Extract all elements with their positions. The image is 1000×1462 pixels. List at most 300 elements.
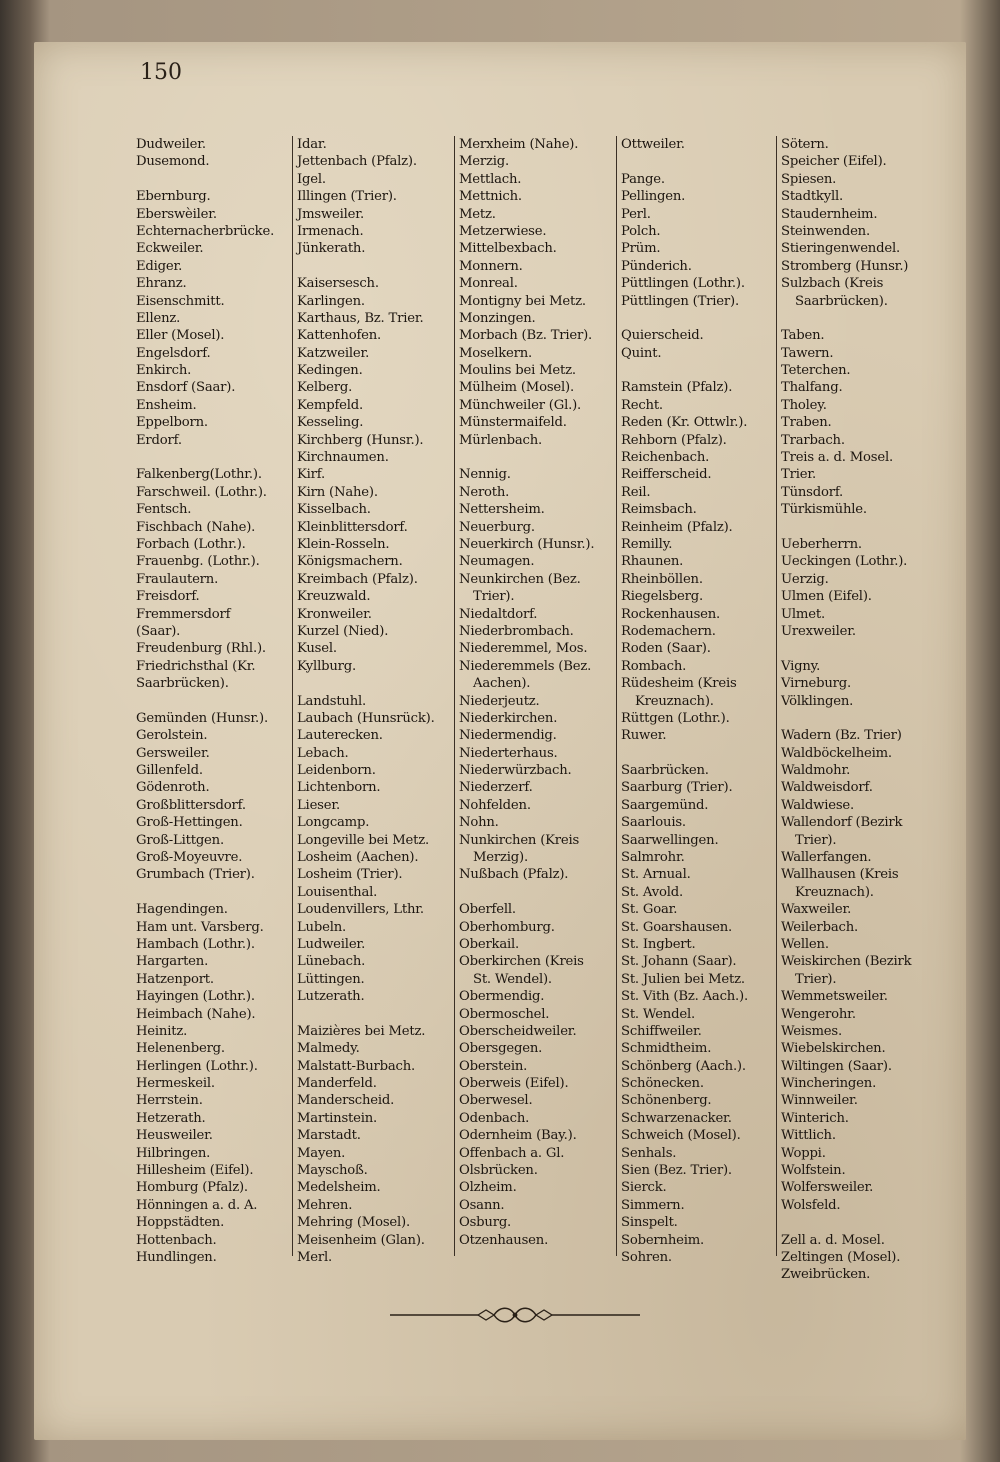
index-entry: Fischbach (Nahe). xyxy=(136,519,256,535)
index-entry: Kelberg. xyxy=(297,380,353,396)
index-entry: Ottweiler. xyxy=(621,137,685,152)
index-entry: Hermeskeil. xyxy=(136,1076,215,1092)
index-entry: Loudenvillers, Lthr. xyxy=(297,902,424,918)
index-entry: Stromberg (Hunsr.) xyxy=(781,258,909,274)
index-entry: Herlingen (Lothr.). xyxy=(136,1058,258,1074)
index-entry: Neunkirchen (Bez. xyxy=(459,571,581,587)
index-entry: Helenenberg. xyxy=(136,1041,225,1057)
index-entry: Reimsbach. xyxy=(621,502,697,518)
index-entry: Freudenburg (Rhl.). xyxy=(136,641,266,657)
index-entry: Hoppstädten. xyxy=(136,1215,225,1231)
index-entry: Heimbach (Nahe). xyxy=(136,1006,256,1022)
index-entry: Ueberherrn. xyxy=(781,536,862,552)
index-entry: Senhals. xyxy=(621,1145,677,1161)
index-entry: Hambach (Lothr.). xyxy=(136,936,255,952)
index-entry: Ebernburg. xyxy=(136,189,211,205)
index-entry: Waldwiese. xyxy=(781,797,855,813)
index-entry: Sötern. xyxy=(781,137,829,152)
index-entry: Merzig). xyxy=(473,850,528,866)
index-entry: Lünebach. xyxy=(297,954,366,970)
index-entry: Püttlingen (Lothr.). xyxy=(621,276,745,292)
index-entry: Offenbach a. Gl. xyxy=(459,1145,565,1161)
index-entry: Saarbrücken. xyxy=(621,763,709,779)
blank-line xyxy=(777,519,934,536)
index-entry: Reichenbach. xyxy=(621,450,710,466)
index-entry: Obersgegen. xyxy=(459,1041,543,1057)
index-entry: Niederzerf. xyxy=(459,780,533,796)
index-entry: Rombach. xyxy=(621,658,687,674)
index-entry: Oberwesel. xyxy=(459,1093,533,1109)
index-entry: Metz. xyxy=(459,206,496,222)
index-entry: Riegelsberg. xyxy=(621,589,703,605)
index-entry: Kaisersesch. xyxy=(297,276,379,292)
blank-line xyxy=(293,258,454,275)
index-entry: Polch. xyxy=(621,223,661,239)
ornament-divider xyxy=(390,1300,640,1330)
index-entry: Eller (Mosel). xyxy=(136,328,225,344)
blank-line xyxy=(777,640,934,657)
index-entry: Kreuzwald. xyxy=(297,589,371,605)
index-entry: Odernheim (Bay.). xyxy=(459,1128,577,1144)
index-entry: Frauenbg. (Lothr.). xyxy=(136,554,260,570)
index-entry: Longcamp. xyxy=(297,815,370,831)
index-entry: Oberfell. xyxy=(459,902,516,918)
index-entry: Königsmachern. xyxy=(297,554,403,570)
index-entry: St. Wendel. xyxy=(621,1006,695,1022)
index-entry: Gersweiler. xyxy=(136,745,210,761)
index-entry: Ueckingen (Lothr.). xyxy=(781,554,908,570)
index-entry: Morbach (Bz. Trier). xyxy=(459,328,593,344)
index-entry: Kyllburg. xyxy=(297,658,356,674)
index-entry: Marstadt. xyxy=(297,1128,361,1144)
index-entry: Maizières bei Metz. xyxy=(297,1023,426,1039)
blank-line xyxy=(455,884,616,901)
blank-line xyxy=(134,171,292,188)
index-entry: Karlingen. xyxy=(297,293,365,309)
index-entry: Tawern. xyxy=(781,345,834,361)
index-entry: Merxheim (Nahe). xyxy=(459,137,579,152)
index-entry: Waldmohr. xyxy=(781,763,851,779)
index-entry: Mehren. xyxy=(297,1197,353,1213)
index-entry: Roden (Saar). xyxy=(621,641,711,657)
index-entry: Gemünden (Hunsr.). xyxy=(136,710,268,726)
index-entry: Saarwellingen. xyxy=(621,832,719,848)
index-entry: Karthaus, Bz. Trier. xyxy=(297,310,424,326)
index-entry: Kempfeld. xyxy=(297,397,363,413)
index-entry: St. Johann (Saar). xyxy=(621,954,737,970)
index-entry: Zeltingen (Mosel). xyxy=(781,1250,901,1265)
page xyxy=(34,42,966,1440)
index-entry: Taben. xyxy=(781,328,825,344)
index-entry: Aachen). xyxy=(473,676,531,692)
index-entry: Meisenheim (Glan). xyxy=(297,1232,425,1248)
index-entry: Spiesen. xyxy=(781,171,837,187)
index-entry: Hatzenport. xyxy=(136,971,214,987)
index-entry: Rehborn (Pfalz). xyxy=(621,432,727,448)
blank-line xyxy=(617,745,776,762)
index-entry: (Saar). xyxy=(136,623,181,639)
index-entry: Wiltingen (Saar). xyxy=(781,1058,892,1074)
column-2 xyxy=(292,136,454,1265)
index-entry: Nohfelden. xyxy=(459,797,531,813)
index-entry: Ehranz. xyxy=(136,276,187,292)
index-entry: Perl. xyxy=(621,206,651,222)
index-entry: Tholey. xyxy=(781,397,827,413)
blank-line xyxy=(777,1214,934,1231)
index-entry: Trier. xyxy=(781,467,816,483)
index-entry: Neumagen. xyxy=(459,554,535,570)
index-entry: Klein-Rosseln. xyxy=(297,536,390,552)
index-entry: Hundlingen. xyxy=(136,1250,217,1265)
index-entry: Kedingen. xyxy=(297,363,363,379)
index-entry: Quint. xyxy=(621,345,662,361)
index-entry: Dudweiler. xyxy=(136,137,206,152)
index-entry: Oberstein. xyxy=(459,1058,528,1074)
index-entry: Mayen. xyxy=(297,1145,346,1161)
index-entry: St. Vith (Bz. Aach.). xyxy=(621,989,748,1005)
index-entry: Neuerburg. xyxy=(459,519,535,535)
index-entry: Moulins bei Metz. xyxy=(459,363,576,379)
index-entry: Sulzbach (Kreis xyxy=(781,276,884,292)
index-entry: Lüttingen. xyxy=(297,971,365,987)
index-entry: Freisdorf. xyxy=(136,589,200,605)
index-entry: Traben. xyxy=(781,415,832,431)
index-entry: Malstatt-Burbach. xyxy=(297,1058,416,1074)
index-entry: St. Goarshausen. xyxy=(621,919,733,935)
index-entry: Dusemond. xyxy=(136,154,210,170)
index-entry: Irmenach. xyxy=(297,223,364,239)
index-entry: Osburg. xyxy=(459,1215,512,1231)
index-entry: Niederemmel, Mos. xyxy=(459,641,588,657)
index-entry: Waldweisdorf. xyxy=(781,780,873,796)
index-entry: Pellingen. xyxy=(621,189,686,205)
index-entry: Neroth. xyxy=(459,484,510,500)
index-entry: Mettnich. xyxy=(459,189,522,205)
index-entry: Fraulautern. xyxy=(136,571,219,587)
index-entry: Hottenbach. xyxy=(136,1232,217,1248)
index-entry: Steinwenden. xyxy=(781,223,870,239)
index-entry: Nennig. xyxy=(459,467,511,483)
column-4 xyxy=(616,136,776,1265)
index-entry: Leidenborn. xyxy=(297,763,376,779)
index-entry: Weismes. xyxy=(781,1023,842,1039)
index-entry: Schwarzenacker. xyxy=(621,1110,732,1126)
index-entry: Völklingen. xyxy=(781,693,854,709)
index-entry: Püttlingen (Trier). xyxy=(621,293,739,309)
index-entry: Groß-Littgen. xyxy=(136,832,224,848)
index-entry: Hönningen a. d. A. xyxy=(136,1197,258,1213)
index-entry: Medelsheim. xyxy=(297,1180,381,1196)
index-entry: Ulmet. xyxy=(781,606,825,622)
index-entry: Monnern. xyxy=(459,258,523,274)
index-entry: Groß-Moyeuvre. xyxy=(136,850,243,866)
index-entry: Mehring (Mosel). xyxy=(297,1215,410,1231)
index-entry: Landstuhl. xyxy=(297,693,367,709)
blank-line xyxy=(293,675,454,692)
index-entry: Ham unt. Varsberg. xyxy=(136,919,264,935)
index-entry: St. Wendel). xyxy=(473,971,552,987)
index-entry: Schweich (Mosel). xyxy=(621,1128,741,1144)
index-entry: Kirchberg (Hunsr.). xyxy=(297,432,424,448)
index-entry: Hagendingen. xyxy=(136,902,228,918)
index-entry: Homburg (Pfalz). xyxy=(136,1180,248,1196)
index-entry: Kleinblittersdorf. xyxy=(297,519,408,535)
index-entry: Ellenz. xyxy=(136,310,181,326)
blank-line xyxy=(134,449,292,466)
index-entry: Oberkail. xyxy=(459,936,520,952)
index-entry: Uerzig. xyxy=(781,571,829,587)
index-entry: Großblittersdorf. xyxy=(136,797,246,813)
index-entry: Quierscheid. xyxy=(621,328,704,344)
index-entry: St. Julien bei Metz. xyxy=(621,971,745,987)
index-entry: Monreal. xyxy=(459,276,518,292)
index-entry: Kreuznach). xyxy=(635,693,714,709)
index-entry: Martinstein. xyxy=(297,1110,378,1126)
index-entry: Rheinböllen. xyxy=(621,571,703,587)
index-entry: Reifferscheid. xyxy=(621,467,712,483)
index-entry: Rüttgen (Lothr.). xyxy=(621,710,730,726)
index-entry: Münchweiler (Gl.). xyxy=(459,397,582,413)
index-entry: Stieringenwendel. xyxy=(781,241,900,257)
index-entry: Kesseling. xyxy=(297,415,364,431)
index-entry: Wadern (Bz. Trier) xyxy=(781,728,902,744)
index-entry: St. Goar. xyxy=(621,902,678,918)
index-entry: Mülheim (Mosel). xyxy=(459,380,574,396)
index-entry: Trier). xyxy=(795,971,837,987)
index-entry: Schmidtheim. xyxy=(621,1041,712,1057)
index-entry: Sinspelt. xyxy=(621,1215,678,1231)
index-entry: Forbach (Lothr.). xyxy=(136,536,246,552)
index-entry: Sien (Bez. Trier). xyxy=(621,1163,732,1179)
blank-line xyxy=(134,884,292,901)
index-entry: Osann. xyxy=(459,1197,505,1213)
index-entry: Wallendorf (Bezirk xyxy=(781,815,903,831)
index-entry: Wiebelskirchen. xyxy=(781,1041,886,1057)
index-entry: Ludweiler. xyxy=(297,936,366,952)
index-entry: Jettenbach (Pfalz). xyxy=(297,154,417,170)
index-entry: Eisenschmitt. xyxy=(136,293,225,309)
index-entry: Obermendig. xyxy=(459,989,545,1005)
index-entry: Ensdorf (Saar). xyxy=(136,380,236,396)
index-entry: Pange. xyxy=(621,171,665,187)
index-entry: Niederkirchen. xyxy=(459,710,558,726)
index-entry: Louisenthal. xyxy=(297,884,378,900)
index-entry: Kusel. xyxy=(297,641,337,657)
index-entry: Ulmen (Eifel). xyxy=(781,589,872,605)
index-entry: Trier). xyxy=(473,589,515,605)
index-entry: Lebach. xyxy=(297,745,349,761)
index-entry: Oberkirchen (Kreis xyxy=(459,954,584,970)
index-entry: Longeville bei Metz. xyxy=(297,832,429,848)
index-entry: Wittlich. xyxy=(781,1128,836,1144)
index-entry: Mayschoß. xyxy=(297,1163,368,1179)
index-entry: Treis a. d. Mosel. xyxy=(781,450,893,466)
index-entry: Waldböckelheim. xyxy=(781,745,892,761)
index-entry: Herrstein. xyxy=(136,1093,203,1109)
index-entry: Grumbach (Trier). xyxy=(136,867,255,883)
index-entry: Staudernheim. xyxy=(781,206,878,222)
index-entry: Mittelbexbach. xyxy=(459,241,557,257)
index-entry: Eppelborn. xyxy=(136,415,208,431)
index-entry: Wolfersweiler. xyxy=(781,1180,874,1196)
index-entry: Erdorf. xyxy=(136,432,182,448)
blank-line xyxy=(777,710,934,727)
index-entry: Stadtkyll. xyxy=(781,189,844,205)
index-entry: Ruwer. xyxy=(621,728,667,744)
index-entry: Farschweil. (Lothr.). xyxy=(136,484,267,500)
index-entry: Sobernheim. xyxy=(621,1232,705,1248)
index-entry: Engelsdorf. xyxy=(136,345,211,361)
index-entry: Rüdesheim (Kreis xyxy=(621,676,737,692)
blank-line xyxy=(455,449,616,466)
index-entry: Wolfstein. xyxy=(781,1163,846,1179)
index-entry: Wolsfeld. xyxy=(781,1197,841,1213)
index-entry: Niederwürzbach. xyxy=(459,763,572,779)
index-entry: St. Ingbert. xyxy=(621,936,696,952)
index-entry: Ediger. xyxy=(136,258,183,274)
index-entry: Niedaltdorf. xyxy=(459,606,538,622)
index-entry: Prüm. xyxy=(621,241,661,257)
index-entry: Enkirch. xyxy=(136,363,192,379)
index-entry: Remilly. xyxy=(621,536,673,552)
index-entry: Trier). xyxy=(795,832,837,848)
index-entry: Münstermaifeld. xyxy=(459,415,567,431)
index-entry: Kreimbach (Pfalz). xyxy=(297,571,418,587)
index-entry: Hargarten. xyxy=(136,954,209,970)
index-entry: Fremmersdorf xyxy=(136,606,231,622)
index-entry: Reinheim (Pfalz). xyxy=(621,519,733,535)
blank-line xyxy=(617,362,776,379)
index-entry: Falkenberg(Lothr.). xyxy=(136,467,262,483)
index-entry: Sierck. xyxy=(621,1180,667,1196)
column-1 xyxy=(134,136,292,1265)
index-entry: Weilerbach. xyxy=(781,919,859,935)
index-entry: Vigny. xyxy=(781,658,821,674)
index-entry: Rockenhausen. xyxy=(621,606,721,622)
index-entry: Thalfang. xyxy=(781,380,843,396)
index-entry: Nettersheim. xyxy=(459,502,545,518)
index-entry: Trarbach. xyxy=(781,432,845,448)
index-entry: Rodemachern. xyxy=(621,623,716,639)
index-entry: Manderscheid. xyxy=(297,1093,395,1109)
index-entry: Mürlenbach. xyxy=(459,432,542,448)
index-entry: Kirf. xyxy=(297,467,325,483)
index-entry: Ensheim. xyxy=(136,397,197,413)
index-entry: Kirchnaumen. xyxy=(297,450,389,466)
index-entry: Virneburg. xyxy=(781,676,851,692)
index-entry: Kirn (Nahe). xyxy=(297,484,378,500)
index-entry: Neuerkirch (Hunsr.). xyxy=(459,536,595,552)
index-entry: Jmsweiler. xyxy=(297,206,364,222)
index-entry: Reden (Kr. Ottwlr.). xyxy=(621,415,748,431)
index-entry: Gillenfeld. xyxy=(136,763,203,779)
index-entry: Olzheim. xyxy=(459,1180,517,1196)
index-entry: Metzerwiese. xyxy=(459,223,547,239)
index-entry: Schönecken. xyxy=(621,1076,704,1092)
index-entry: Montigny bei Metz. xyxy=(459,293,586,309)
index-entry: Gerolstein. xyxy=(136,728,208,744)
index-entry: Saarburg (Trier). xyxy=(621,780,733,796)
index-entry: Losheim (Aachen). xyxy=(297,850,419,866)
index-entry: Lieser. xyxy=(297,797,340,813)
index-entry: Groß-Hettingen. xyxy=(136,815,243,831)
index-entry: Otzenhausen. xyxy=(459,1232,549,1248)
index-entry: Kattenhofen. xyxy=(297,328,382,344)
index-entry: Nohn. xyxy=(459,815,499,831)
column-3 xyxy=(454,136,616,1256)
index-entry: Salmrohr. xyxy=(621,850,685,866)
blank-line xyxy=(293,1006,454,1023)
index-entry: Eberswèiler. xyxy=(136,206,217,222)
blank-line xyxy=(134,693,292,710)
index-entry: Simmern. xyxy=(621,1197,685,1213)
index-entry: Kisselbach. xyxy=(297,502,371,518)
index-entry: Manderfeld. xyxy=(297,1076,377,1092)
index-entry: Saarbrücken). xyxy=(136,676,229,692)
index-entry: Niederterhaus. xyxy=(459,745,558,761)
index-entry: Tünsdorf. xyxy=(781,484,844,500)
index-entry: Reil. xyxy=(621,484,651,500)
index-entry: Saarbrücken). xyxy=(795,293,888,309)
index-entry: Schönenberg. xyxy=(621,1093,712,1109)
index-entry: Katzweiler. xyxy=(297,345,370,361)
blank-line xyxy=(777,310,934,327)
index-entry: Schiffweiler. xyxy=(621,1023,702,1039)
index-entry: Obermoschel. xyxy=(459,1006,550,1022)
index-entry: Hayingen (Lothr.). xyxy=(136,989,255,1005)
index-entry: Friedrichsthal (Kr. xyxy=(136,658,256,674)
index-entry: Lubeln. xyxy=(297,919,346,935)
index-entry: Niederjeutz. xyxy=(459,693,540,709)
index-entry: Echternacherbrücke. xyxy=(136,223,275,239)
index-entry: Pünderich. xyxy=(621,258,692,274)
index-entry: Olsbrücken. xyxy=(459,1163,538,1179)
index-entry: Gödenroth. xyxy=(136,780,210,796)
index-entry: Wincheringen. xyxy=(781,1076,877,1092)
index-entry: Wemmetsweiler. xyxy=(781,989,888,1005)
index-entry: Kreuznach). xyxy=(795,884,874,900)
index-entry: Oberhomburg. xyxy=(459,919,555,935)
index-entry: Igel. xyxy=(297,171,326,187)
blank-line xyxy=(617,153,776,170)
index-entry: Monzingen. xyxy=(459,310,536,326)
index-columns xyxy=(134,136,934,1283)
index-entry: Wengerohr. xyxy=(781,1006,856,1022)
index-entry: Teterchen. xyxy=(781,363,851,379)
index-entry: St. Arnual. xyxy=(621,867,691,883)
index-entry: Nunkirchen (Kreis xyxy=(459,832,580,848)
index-entry: Merzig. xyxy=(459,154,510,170)
index-entry: Fentsch. xyxy=(136,502,192,518)
index-entry: Hilbringen. xyxy=(136,1145,211,1161)
index-entry: Wallhausen (Kreis xyxy=(781,867,899,883)
index-entry: Kronweiler. xyxy=(297,606,372,622)
index-entry: Moselkern. xyxy=(459,345,533,361)
column-5 xyxy=(776,136,934,1283)
index-entry: Woppi. xyxy=(781,1145,826,1161)
index-entry: Jünkerath. xyxy=(297,241,366,257)
index-entry: Heusweiler. xyxy=(136,1128,213,1144)
index-entry: Speicher (Eifel). xyxy=(781,154,887,170)
index-entry: Sohren. xyxy=(621,1250,672,1265)
index-entry: Urexweiler. xyxy=(781,623,856,639)
index-entry: Türkismühle. xyxy=(781,502,867,518)
index-entry: Odenbach. xyxy=(459,1110,530,1126)
index-entry: St. Avold. xyxy=(621,884,683,900)
index-entry: Kurzel (Nied). xyxy=(297,623,389,639)
blank-line xyxy=(617,310,776,327)
index-entry: Mettlach. xyxy=(459,171,522,187)
